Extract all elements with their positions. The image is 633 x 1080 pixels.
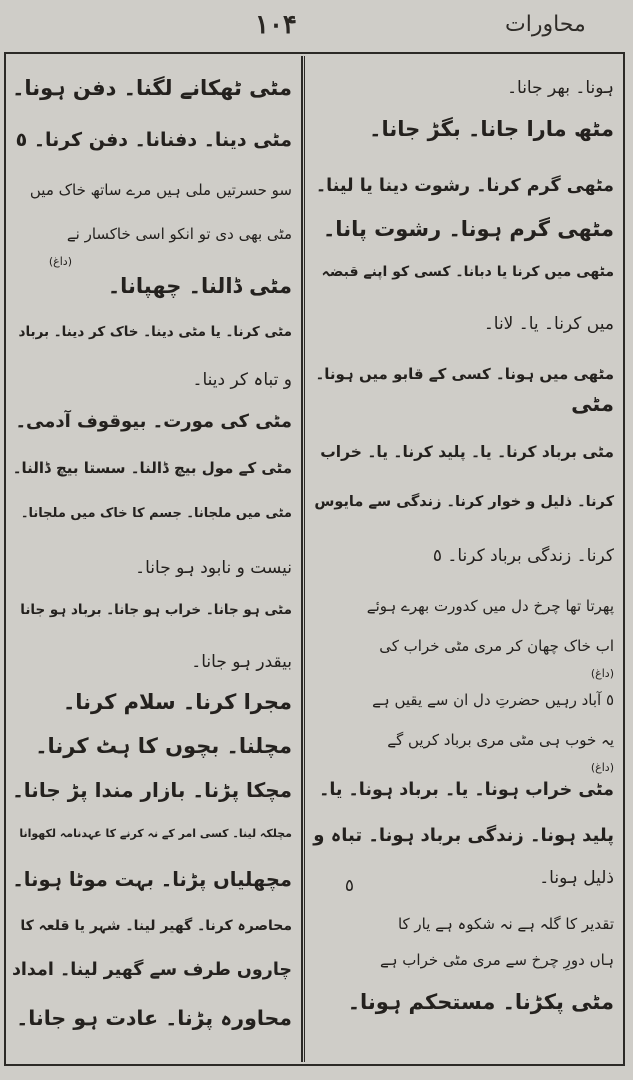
entry-line: مٹی ہو جانا۔ خراب ہو جانا۔ برباد ہو جانا <box>20 602 292 618</box>
entry-line: ہونا۔ بھر جانا۔ <box>507 78 614 98</box>
verse-line: یہ خوب ہی مٹی مری برباد کریں گے <box>387 731 614 749</box>
running-head: محاورات <box>505 12 586 37</box>
entry-line: مچلکہ لینا۔ کسی امر کے نہ کرنے کا عہدنامہ لکھوانا <box>19 827 292 840</box>
entry-line: پلید ہونا۔ زندگی برباد ہونا۔ تباہ و <box>313 825 614 846</box>
entry-line: مٹی <box>571 392 614 416</box>
entry-line: مجرا کرنا۔ سلام کرنا۔ <box>62 690 292 714</box>
verse-line: سو حسرتیں ملی ہیں مرے ساتھ خاک میں <box>29 181 292 199</box>
entry-line: مٹھی میں ہونا۔ کسی کے قابو میں ہونا۔ <box>315 365 614 383</box>
page-header <box>0 0 633 50</box>
entry-line: میں کرنا۔ یا۔ لانا۔ <box>483 314 614 334</box>
entry-line: مٹی پکڑنا۔ مستحکم ہونا۔ <box>347 990 614 1014</box>
entry-line: مٹی کی مورت۔ بیوقوف آدمی۔ <box>15 411 292 432</box>
entry-line: نیست و نابود ہو جانا۔ <box>135 558 292 578</box>
entry-line: کرنا۔ زندگی برباد کرنا۔ ٥ <box>432 546 614 566</box>
entry-line: کرنا۔ ذلیل و خوار کرنا۔ زندگی سے مایوس <box>314 494 614 510</box>
poet-attribution: (داغ) <box>590 667 614 680</box>
verse-marker: ٥ <box>344 876 354 896</box>
entry-line: بیقدر ہو جانا۔ <box>191 652 292 672</box>
verse-line: مٹی بھی دی تو انکو اسی خاکسار نے <box>66 225 292 243</box>
verse-line: اب خاک چھان کر مری مٹی خراب کی <box>379 637 614 655</box>
entry-line: مٹھی گرم ہونا۔ رشوت پانا۔ <box>323 217 614 241</box>
entry-line: مٹی خراب ہونا۔ یا۔ برباد ہونا۔ یا۔ <box>319 780 614 800</box>
poet-attribution: (داغ) <box>590 761 614 774</box>
entry-line: مٹی کرنا۔ یا مٹی دینا۔ خاک کر دینا۔ برباد <box>18 324 292 340</box>
entry-line: مٹی ٹھکانے لگنا۔ دفن ہونا۔ <box>12 76 292 100</box>
page-number: ۱۰۴ <box>255 10 297 40</box>
entry-line: و تباہ کر دینا۔ <box>192 370 292 390</box>
entry-line: مٹی ڈالنا۔ چھپانا۔ <box>107 274 292 298</box>
verse-line: ٥ آباد رہیں حضرتِ دل ان سے یقیں ہے <box>372 691 614 709</box>
entry-line: چاروں طرف سے گھیر لینا۔ امداد <box>11 960 292 980</box>
entry-line: مچکا پڑنا۔ بازار مندا پڑ جانا۔ <box>12 778 292 802</box>
poet-attribution: (داغ) <box>48 255 72 268</box>
entry-line: مٹی دینا۔ دفنانا۔ دفن کرنا۔ ٥ <box>15 129 292 151</box>
entry-line: مٹی برباد کرنا۔ یا۔ پلید کرنا۔ یا۔ خراب <box>320 443 614 461</box>
entry-line: محاصرہ کرنا۔ گھیر لینا۔ شہر یا قلعہ کا <box>20 918 292 934</box>
verse-line: تقدیر کا گلہ ہے نہ شکوہ ہے یار کا <box>397 915 614 933</box>
entry-line: محاورہ پڑنا۔ عادت ہو جانا۔ <box>16 1006 292 1030</box>
verse-line: ہاں دورِ چرخ سے مری مٹی خراب ہے <box>379 951 614 969</box>
entry-line: مٹھ مارا جانا۔ بگڑ جانا۔ <box>369 117 614 141</box>
entry-line: مچلنا۔ بچوں کا ہٹ کرنا۔ <box>35 734 292 758</box>
entry-line: مٹی میں ملجانا۔ جسم کا خاک میں ملجانا۔ <box>20 506 292 521</box>
column-divider <box>301 56 305 1062</box>
entry-line: مٹھی گرم کرنا۔ رشوت دینا یا لینا۔ <box>315 176 614 196</box>
entry-line: مچھلیاں پڑنا۔ بہت موٹا ہونا۔ <box>12 868 292 891</box>
entry-line: ذلیل ہونا۔ <box>539 868 614 888</box>
entry-line: مٹھی میں کرنا یا دبانا۔ کسی کو اپنے قبضہ <box>321 264 614 280</box>
entry-line: مٹی کے مول بیچ ڈالنا۔ سستا بیچ ڈالنا۔ <box>12 459 292 477</box>
verse-line: پھرتا تھا چرخ دل میں کدورت بھرے ہوئے <box>366 597 614 615</box>
